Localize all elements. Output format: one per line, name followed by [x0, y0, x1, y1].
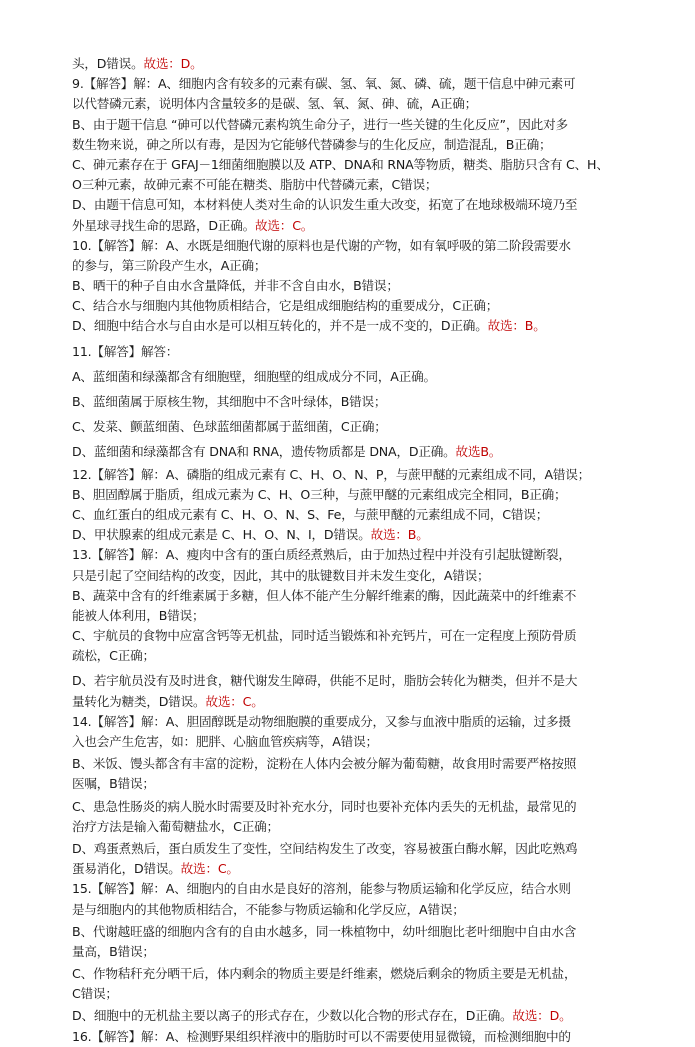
line-text: 9.【解答】解：A、细胞内含有较多的元素有碳、氢、氧、氮、磷、硫，题干信息中砷元素可 — [72, 76, 576, 92]
document-body — [72, 54, 646, 1047]
text-line — [72, 774, 646, 794]
line-text: 量转化为糖类，D错误。 — [72, 693, 206, 709]
line-text: C、宇航员的食物中应富含钙等无机盐，同时适当锻炼和补充钙片，可在一定程度上预防骨质 — [72, 628, 577, 644]
line-text: C、发菜、颤蓝细菌、色球蓝细菌都属于蓝细菌，C正确； — [72, 419, 387, 435]
answer-choice: 故选：B。 — [370, 527, 429, 543]
line-text: 以代替磷元素，说明体内含量较多的是碳、氢、氧、氮、砷、硫，A正确； — [72, 96, 478, 112]
line-text: D、细胞中的无机盐主要以离子的形式存在，少数以化合物的形式存在，D正确。 — [72, 1008, 513, 1024]
text-line — [72, 175, 646, 195]
text-line — [72, 115, 646, 135]
text-line — [72, 942, 646, 962]
text-line — [72, 566, 646, 586]
text-line — [72, 900, 646, 920]
line-text: 疏松，C正确； — [72, 648, 155, 664]
text-line — [72, 135, 646, 155]
text-line — [72, 984, 646, 1004]
line-text: B、代谢越旺盛的细胞内含有的自由水越多，同一株植物中，幼叶细胞比老叶细胞中自由水含 — [72, 923, 577, 939]
answer-choice: 故选：D。 — [143, 56, 203, 71]
line-text: A、蓝细菌和绿藻都含有细胞壁，细胞壁的组成成分不同，A正确。 — [72, 368, 436, 384]
text-line — [72, 606, 646, 626]
text-line — [72, 671, 646, 691]
text-line — [72, 922, 646, 942]
text-line — [72, 817, 646, 837]
line-text: C、砷元素存在于 GFAJ－1细菌细胞膜以及 ATP、DNA和 RNA等物质，糖类、脂肪只含有 C、H、 — [72, 156, 609, 172]
line-text: 入也会产生危害，如：肥胖、心脑血管疾病等，A错误； — [72, 734, 378, 749]
text-line — [72, 545, 646, 565]
text-line — [72, 1006, 646, 1026]
text-line — [72, 276, 646, 296]
text-line — [72, 342, 646, 362]
answer-choice: 故选：C。 — [180, 861, 239, 877]
line-text: 治疗方法是输入葡萄糖盐水，C正确； — [72, 818, 279, 834]
text-line — [72, 367, 646, 387]
text-line — [72, 859, 646, 879]
text-line — [72, 732, 646, 752]
line-text: 是与细胞内的其他物质相结合，不能参与物质运输和化学反应，A错误； — [72, 901, 465, 917]
text-line — [72, 74, 646, 94]
text-line — [72, 256, 646, 276]
text-line — [72, 692, 646, 712]
line-text: 数生物来说，砷之所以有毒，是因为它能够代替磷参与的生化反应，制造混乱，B正确； — [72, 136, 552, 152]
text-line — [72, 712, 646, 732]
text-line — [72, 626, 646, 646]
line-text: 能被人体利用，B错误； — [72, 607, 205, 623]
line-text: D、甲状腺素的组成元素是 C、H、O、N、I，D错误。 — [72, 527, 371, 543]
line-text: B、胆固醇属于脂质，组成元素为 C、H、O三种，与蔗甲醚的元素组成完全相同，B正确； — [72, 486, 567, 502]
answer-choice: 故选：C。 — [255, 217, 314, 233]
text-line — [72, 392, 646, 412]
line-text: O三种元素，故砷元素不可能在糖类、脂肪中代替磷元素，C错误； — [72, 177, 438, 193]
line-text: 13.【解答】解：A、瘦肉中含有的蛋白质经煮熟后，由于加热过程中并没有引起肽键断裂， — [72, 547, 571, 563]
text-line — [72, 296, 646, 316]
line-text: 的参与，第三阶段产生水，A正确； — [72, 257, 267, 273]
text-line — [72, 797, 646, 817]
line-text: 15.【解答】解：A、细胞内的自由水是良好的溶剂，能参与物质运输和化学反应，结合水则 — [72, 881, 571, 897]
text-line — [72, 646, 646, 666]
line-text: B、米饭、馒头都含有丰富的淀粉，淀粉在人体内会被分解为葡萄糖，故食用时需要严格按照 — [72, 756, 577, 772]
answer-choice: 故选：D。 — [512, 1008, 572, 1024]
text-line — [72, 879, 646, 899]
text-line — [72, 505, 646, 525]
text-line — [72, 417, 646, 437]
line-text: 量高，B错误； — [72, 943, 155, 959]
answer-choice: 故选B。 — [455, 444, 502, 460]
line-text: B、蔬菜中含有的纤维素属于多糖，但人体不能产生分解纤维素的酶，因此蔬菜中的纤维素不 — [72, 587, 577, 603]
text-line — [72, 236, 646, 256]
text-line — [72, 442, 646, 462]
line-text: C、血红蛋白的组成元素有 C、H、O、N、S、Fe，与蔗甲醚的元素组成不同，C错误； — [72, 506, 549, 522]
line-text: D、由题干信息可知，本材料使人类对生命的认识发生重大改变，拓宽了在地球极端环境乃至 — [72, 197, 578, 213]
line-text: C、作物秸秆充分晒干后，体内剩余的物质主要是纤维素，燃烧后剩余的物质主要是无机盐， — [72, 966, 577, 982]
text-line — [72, 465, 646, 485]
line-text: C、结合水与细胞内其他物质相结合，它是组成细胞结构的重要成分，C正确； — [72, 298, 499, 314]
text-line — [72, 54, 646, 74]
line-text: 外星球寻找生命的思路，D正确。 — [72, 217, 256, 233]
text-line — [72, 1027, 646, 1047]
line-text: C、患急性肠炎的病人脱水时需要及时补充水分，同时也要补充体内丢失的无机盐，最常见的 — [72, 798, 577, 814]
text-line — [72, 216, 646, 236]
line-text: 医嘱，B错误； — [72, 776, 155, 792]
text-line — [72, 754, 646, 774]
line-text: D、鸡蛋煮熟后，蛋白质发生了变性，空间结构发生了改变，容易被蛋白酶水解，因此吃熟鸡 — [72, 840, 578, 856]
text-line — [72, 94, 646, 114]
text-line — [72, 155, 646, 175]
line-text: 10.【解答】解：A、水既是细胞代谢的原料也是代谢的产物，如有氧呼吸的第二阶段需要水 — [72, 237, 571, 253]
line-text: D、细胞中结合水与自由水是可以相互转化的，并不是一成不变的，D正确。 — [72, 318, 488, 334]
line-text: 12.【解答】解：A、磷脂的组成元素有 C、H、O、N、P，与蔗甲醚的元素组成不同，A错误； — [72, 466, 591, 482]
text-line — [72, 586, 646, 606]
text-line — [72, 839, 646, 859]
line-text: C错误； — [72, 986, 118, 1002]
text-line — [72, 316, 646, 336]
answer-choice: 故选：C。 — [205, 693, 264, 709]
line-text: B、晒干的种子自由水含量降低，并非不含自由水，B错误； — [72, 278, 399, 294]
line-text: 14.【解答】解：A、胆固醇既是动物细胞膜的重要成分，又参与血液中脂质的运输，过多摄 — [72, 713, 571, 729]
text-line — [72, 525, 646, 545]
text-line — [72, 195, 646, 215]
text-line — [72, 964, 646, 984]
line-text: B、蓝细菌属于原核生物，其细胞中不含叶绿体，B错误； — [72, 394, 387, 409]
line-text: D、若宇航员没有及时进食，糖代谢发生障碍，供能不足时，脂肪会转化为糖类，但并不是大 — [72, 673, 578, 689]
line-text: B、由于题干信息 “砷可以代替磷元素构筑生命分子，进行一些关键的生化反应”，因此对多 — [72, 116, 568, 132]
answer-choice: 故选：B。 — [487, 318, 546, 334]
line-text: 11.【解答】解答： — [72, 343, 179, 359]
line-text: D、蓝细菌和绿藻都含有 DNA和 RNA，遗传物质都是 DNA，D正确。 — [72, 444, 456, 460]
line-text: 头，D错误。 — [72, 56, 144, 71]
line-text: 蛋易消化，D错误。 — [72, 861, 181, 877]
line-text: 只是引起了空间结构的改变，因此，其中的肽键数目并未发生变化，A错误； — [72, 567, 490, 583]
line-text: 16.【解答】解：A、检测野果组织样液中的脂肪时可以不需要使用显微镜，而检测细胞中的 — [72, 1028, 571, 1044]
text-line — [72, 485, 646, 505]
